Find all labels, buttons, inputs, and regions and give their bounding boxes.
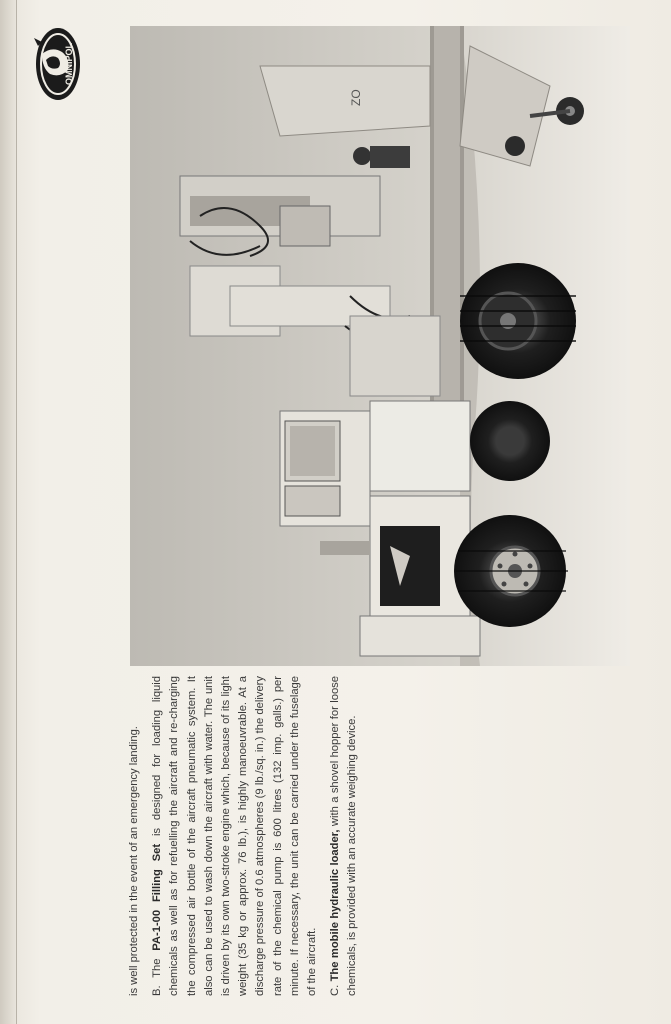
globe-logo-icon xyxy=(32,24,84,104)
intro-paragraph: is well protected in the event of an emergency landing. xyxy=(128,726,140,996)
body-text-column xyxy=(126,676,436,996)
filling-set-name: PA-1-00 Filling Set xyxy=(151,843,164,951)
hydraulic-loader-name: The mobile hydraulic loader, xyxy=(329,829,342,982)
body-text xyxy=(126,676,368,996)
page-edge xyxy=(16,0,17,1024)
wing-marking: ZO xyxy=(349,89,363,106)
equipment-photo xyxy=(130,26,630,666)
page-spine xyxy=(0,0,16,1024)
section-b-paragraph: B. The PA-1-00 Filling Set is designed for loading liquid chemicals as well as for refuelling the aircraft and re-charging the compressed air bottle of the aircraft pneumatic system. It also can be used to wash down the aircraft with water. The unit is driven by its own two-stroke engine which, because of its light weight (35 kg or approx. 76 lb.), is highly manoeuvrable. At a discharge pressure of 0.6 atmospheres (9 lb./sq. in.) the delivery rate of the chemical pump is 600 litres (132 imp. galls.) per minute. If necessary, the unit can be carried under the fuselage of the aircraft. xyxy=(151,676,319,996)
omnipol-logo xyxy=(32,24,84,104)
section-c-paragraph: C. The mobile hydraulic loader, with a shovel hopper for loose chemicals, is provided with an accurate weighing device. xyxy=(329,676,359,996)
logo-text: OMNIPOL xyxy=(64,43,74,85)
